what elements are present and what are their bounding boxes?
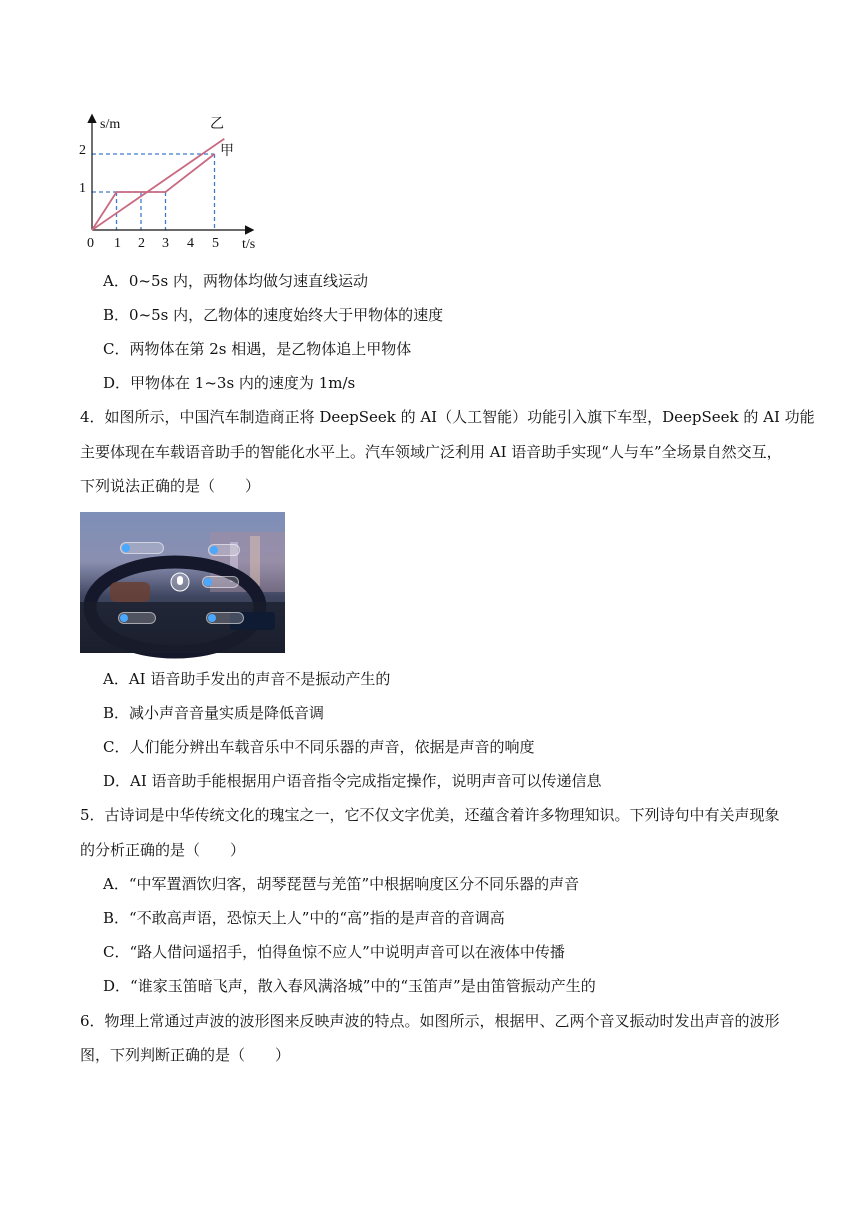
- voice-bubble: [208, 544, 240, 556]
- y-axis-label: s/m: [100, 117, 121, 132]
- x-tick-5: 5: [212, 236, 219, 251]
- option-letter: B．: [103, 704, 130, 722]
- st-graph: [80, 108, 280, 258]
- option-letter: B．: [103, 909, 130, 927]
- option-text: AI 语音助手能根据用户语音指令完成指定操作，说明声音可以传递信息: [130, 772, 602, 790]
- q4-option-a[interactable]: [103, 667, 390, 691]
- series-label-yi: 乙: [210, 117, 224, 132]
- q6-stem-line-2: 图，下列判断正确的是（ ）: [80, 1046, 291, 1064]
- x-tick-1: 1: [114, 236, 121, 251]
- series-yi-line: [92, 139, 224, 230]
- option-letter: D．: [103, 977, 131, 995]
- x-tick-4: 4: [187, 236, 194, 251]
- option-letter: D．: [103, 772, 131, 790]
- option-text: “谁家玉笛暗飞声，散入春风满洛城”中的“玉笛声”是由笛管振动产生的: [130, 977, 596, 995]
- origin-label: 0: [87, 236, 94, 251]
- voice-bubble: [118, 612, 156, 624]
- voice-bubble: [206, 612, 244, 624]
- option-text: 甲物体在 1~3s 内的速度为 1m/s: [130, 374, 356, 392]
- q5-stem-line-1: 5．古诗词是中华传统文化的瑰宝之一，它不仅文字优美，还蕴含着许多物理知识。下列诗句中有关声现象: [80, 806, 780, 824]
- x-tick-3: 3: [162, 236, 169, 251]
- option-text: 0~5s 内，乙物体的速度始终大于甲物体的速度: [129, 306, 444, 324]
- option-text: “中军置酒饮归客，胡琴琵琶与羌笛”中根据响度区分不同乐器的声音: [128, 875, 580, 893]
- option-text: AI 语音助手发出的声音不是振动产生的: [128, 670, 391, 688]
- y-tick-1: 1: [79, 181, 86, 196]
- q6-stem-line-1: 6．物理上常通过声波的波形图来反映声波的特点。如图所示，根据甲、乙两个音叉振动时发出声音的波形: [80, 1012, 780, 1030]
- q3-option-c[interactable]: [103, 337, 411, 361]
- option-text: “路人借问遥招手，怕得鱼惊不应人”中说明声音可以在液体中传播: [129, 943, 565, 961]
- q5-option-d[interactable]: [103, 974, 596, 998]
- voice-bubble: [202, 576, 239, 588]
- graph-series: [92, 139, 224, 230]
- q4-stem-line-1: 4．如图所示，中国汽车制造商正将 DeepSeek 的 AI（人工智能）功能引入旗下车型，DeepSeek 的 AI 功能: [80, 408, 815, 426]
- q5-stem-line-2: 的分析正确的是（ ）: [80, 841, 246, 859]
- q5-option-a[interactable]: [103, 872, 579, 896]
- q4-option-c[interactable]: [103, 735, 535, 759]
- q4-stem-line-2: 主要体现在车载语音助手的智能化水平上。汽车领域广泛利用 AI 语音助手实现“人与车”全场景自然交互，: [80, 443, 782, 461]
- option-letter: D．: [103, 374, 131, 392]
- car-dashboard-photo: [80, 512, 285, 653]
- q3-option-d[interactable]: [103, 371, 355, 395]
- x-axis-label: t/s: [242, 237, 256, 252]
- q4-stem-line-3: 下列说法正确的是（ ）: [80, 477, 261, 495]
- x-tick-2: 2: [138, 236, 145, 251]
- option-text: 人们能分辨出车载音乐中不同乐器的声音，依据是声音的响度: [129, 738, 535, 756]
- q3-option-b[interactable]: [103, 303, 443, 327]
- option-letter: A．: [103, 670, 129, 688]
- option-letter: C．: [103, 943, 130, 961]
- option-letter: A．: [103, 875, 129, 893]
- option-text: 0~5s 内，两物体均做匀速直线运动: [128, 272, 368, 290]
- option-text: 减小声音音量实质是降低音调: [129, 704, 325, 722]
- option-letter: C．: [103, 340, 130, 358]
- voice-bubble: [120, 542, 164, 554]
- option-letter: A．: [103, 272, 129, 290]
- option-text: 两物体在第 2s 相遇，是乙物体追上甲物体: [129, 340, 412, 358]
- option-letter: B．: [103, 306, 130, 324]
- q3-option-a[interactable]: [103, 269, 368, 293]
- q5-option-c[interactable]: [103, 940, 565, 964]
- y-tick-2: 2: [79, 143, 86, 158]
- q4-option-b[interactable]: [103, 701, 324, 725]
- option-text: “不敢高声语，恐惊天上人”中的“高”指的是声音的音调高: [129, 909, 505, 927]
- q4-option-d[interactable]: [103, 769, 602, 793]
- series-label-jia: 甲: [220, 144, 234, 159]
- option-letter: C．: [103, 738, 130, 756]
- q5-option-b[interactable]: [103, 906, 505, 930]
- series-jia-line: [92, 154, 215, 230]
